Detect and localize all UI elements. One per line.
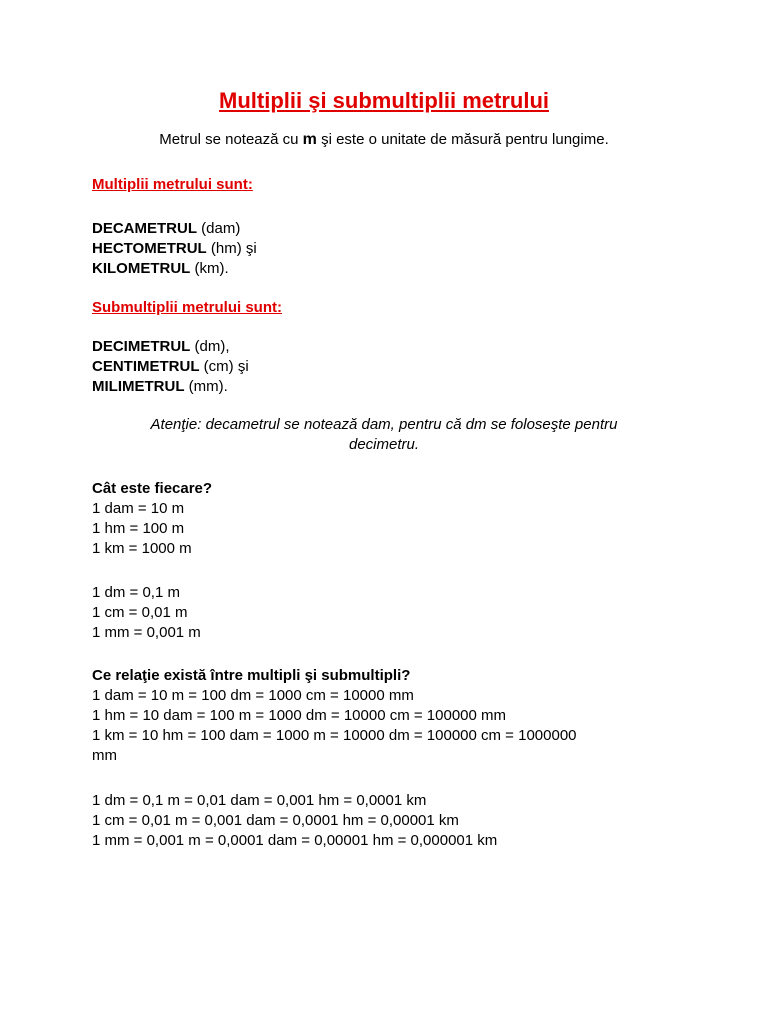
- unit-abbrev: (km).: [190, 260, 229, 277]
- equation-line: 1 cm = 0,01 m = 0,001 dam = 0,0001 hm = 0,00001 km: [92, 812, 459, 829]
- unit-abbrev: (hm) şi: [206, 240, 257, 257]
- list-item: [92, 337, 249, 357]
- how-much-submultiples: [92, 583, 201, 643]
- submultiples-heading: Submultiplii metrului sunt:: [92, 299, 282, 316]
- unit-name: DECAMETRUL: [92, 220, 197, 237]
- relation-submultiples: [92, 791, 497, 851]
- equation-line: 1 km = 10 hm = 100 dam = 1000 m = 10000 dm = 100000 cm = 1000000: [92, 727, 577, 744]
- equation-line: 1 cm = 0,01 m: [92, 604, 188, 621]
- unit-abbrev: (cm) şi: [199, 358, 249, 375]
- how-much-section: [92, 479, 212, 559]
- list-item: [92, 219, 257, 239]
- intro-text-before: Metrul se notează cu: [159, 131, 303, 148]
- equation-line: 1 dam = 10 m = 100 dm = 1000 cm = 10000 mm: [92, 687, 414, 704]
- list-item: [92, 377, 249, 397]
- equation-line: 1 hm = 10 dam = 100 m = 1000 dm = 10000 cm = 100000 mm: [92, 707, 507, 724]
- multiples-heading: Multiplii metrului sunt:: [92, 176, 253, 193]
- relation-section: [92, 666, 577, 766]
- unit-name: KILOMETRUL: [92, 260, 191, 277]
- section-question: Ce relaţie există între multipli şi submultipli?: [92, 667, 411, 684]
- list-item: [92, 259, 257, 279]
- equation-line: 1 km = 1000 m: [92, 540, 192, 557]
- multiples-list: [92, 219, 257, 279]
- unit-name: HECTOMETRUL: [92, 240, 207, 257]
- intro-text-after: şi este o unitate de măsură pentru lungime.: [316, 131, 609, 148]
- unit-abbrev: (dam): [197, 220, 241, 237]
- equation-line: 1 mm = 0,001 m: [92, 624, 201, 641]
- equation-line: 1 dm = 0,1 m = 0,01 dam = 0,001 hm = 0,0001 km: [92, 792, 427, 809]
- note-line: decimetru.: [348, 436, 420, 453]
- equation-line: 1 hm = 100 m: [92, 520, 185, 537]
- attention-note: [92, 415, 676, 455]
- intro-paragraph: [0, 130, 768, 150]
- unit-abbrev: (mm).: [184, 378, 228, 395]
- note-line: Atenţie: decametrul se notează dam, pentru că dm se foloseşte pentru: [150, 416, 618, 433]
- unit-name: CENTIMETRUL: [92, 358, 200, 375]
- equation-line: mm: [92, 747, 117, 764]
- unit-name: DECIMETRUL: [92, 338, 191, 355]
- list-item: [92, 357, 249, 377]
- submultiples-list: [92, 337, 249, 397]
- unit-name: MILIMETRUL: [92, 378, 185, 395]
- section-question: Cât este fiecare?: [92, 480, 213, 497]
- list-item: [92, 239, 257, 259]
- intro-symbol: m: [302, 131, 317, 148]
- equation-line: 1 dm = 0,1 m: [92, 584, 180, 601]
- equation-line: 1 mm = 0,001 m = 0,0001 dam = 0,00001 hm = 0,000001 km: [92, 832, 498, 849]
- unit-abbrev: (dm),: [190, 338, 230, 355]
- equation-line: 1 dam = 10 m: [92, 500, 185, 517]
- page-title: Multiplii şi submultiplii metrului: [219, 88, 549, 113]
